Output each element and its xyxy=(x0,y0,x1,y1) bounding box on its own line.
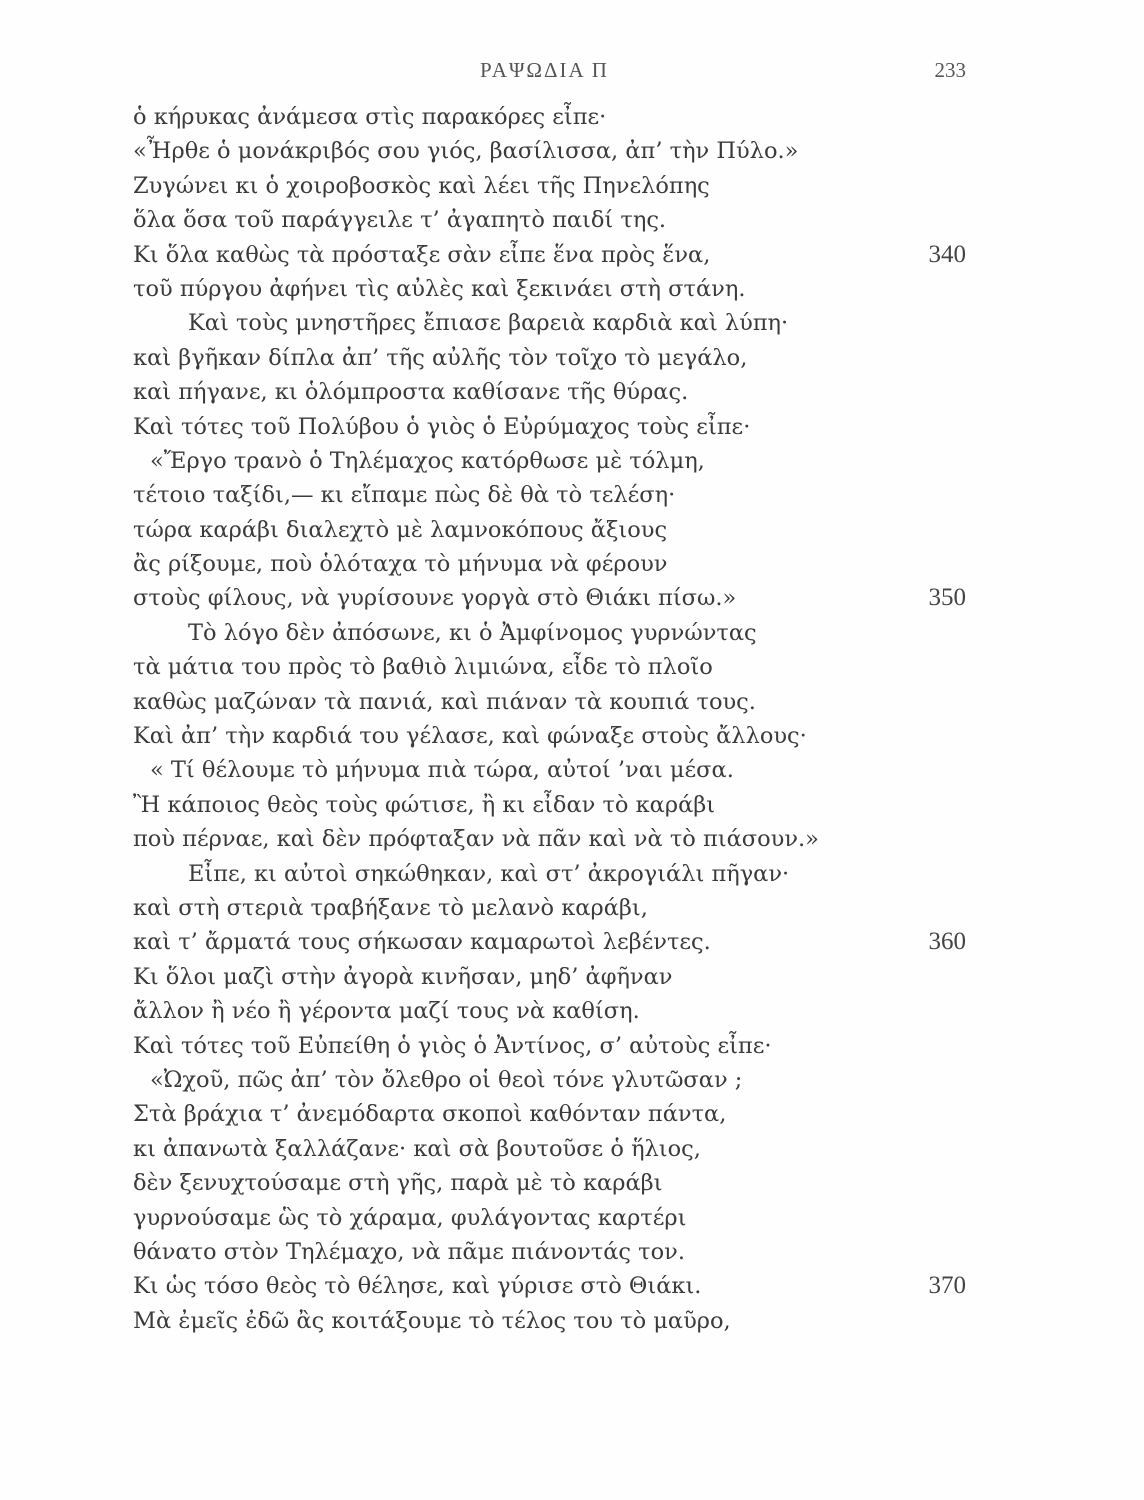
verse-line xyxy=(0,238,1144,272)
verse-text: Κι ὅλα καθὼς τὰ πρόσταξε σὰν εἶπε ἕνα πρὸς ἕνα, xyxy=(133,241,711,268)
verse-text: Καὶ τοὺς μνηστῆρες ἔπιασε βαρειὰ καρδιὰ καὶ λύπη· xyxy=(188,310,789,337)
verse-line xyxy=(0,822,1144,856)
verse-text: καθὼς μαζώναν τὰ πανιά, καὶ πιάναν τὰ κουπιά τους. xyxy=(133,688,756,715)
verse-line xyxy=(0,341,1144,375)
running-title: ΡΑΨΩΔΙΑ Π xyxy=(480,58,609,82)
verse-text: ὅλα ὅσα τοῦ παράγγειλε τ’ ἀγαπητὸ παιδί της. xyxy=(133,207,667,234)
verse-line xyxy=(0,925,1144,959)
verse-line xyxy=(0,1235,1144,1269)
verse-text: « Τί θέλουμε τὸ μήνυμα πιὰ τώρα, αὐτοί ’ναι μέσα. xyxy=(150,757,734,784)
verse-text: τέτοιο ταξίδι,— κι εἴπαμε πὼς δὲ θὰ τὸ τελέση· xyxy=(133,482,676,509)
verse-text: Καὶ τότες τοῦ Πολύβου ὁ γιὸς ὁ Εὐρύμαχος τοὺς εἶπε· xyxy=(133,413,751,440)
verse-text: Μὰ ἐμεῖς ἐδῶ ἂς κοιτάξουμε τὸ τέλος του τὸ μαῦρο, xyxy=(133,1307,731,1334)
verse-line xyxy=(0,1269,1144,1303)
verse-text: καὶ τ’ ἄρματά τους σήκωσαν καμαρωτοὶ λεβέντες. xyxy=(133,929,711,956)
verse-line xyxy=(0,650,1144,684)
verse-line xyxy=(0,685,1144,719)
verse-line xyxy=(0,788,1144,822)
line-number: 370 xyxy=(928,1272,966,1300)
verse-text: τὰ μάτια του πρὸς τὸ βαθιὸ λιμιώνα, εἶδε τὸ πλοῖο xyxy=(133,654,713,681)
verse-text: κι ἀπανωτὰ ξαλλάζανε· καὶ σὰ βουτοῦσε ὁ ἥλιος, xyxy=(133,1135,701,1162)
verse-line xyxy=(0,444,1144,478)
verse-text: γυρνούσαμε ὣς τὸ χάραμα, φυλάγοντας καρτέρι xyxy=(133,1204,687,1231)
verse-line xyxy=(0,994,1144,1028)
verse-line xyxy=(0,581,1144,615)
verse-line xyxy=(0,375,1144,409)
verse-text: Ἢ κάποιος θεὸς τοὺς φώτισε, ἢ κι εἶδαν τὸ καράβι xyxy=(133,791,716,818)
verse-text: Στὰ βράχια τ’ ἀνεμόδαρτα σκοποὶ καθόνταν πάντα, xyxy=(133,1101,727,1128)
running-head xyxy=(0,58,1144,88)
verse-text: ἄλλον ἢ νέο ἢ γέροντα μαζί τους νὰ καθίση. xyxy=(133,998,640,1025)
verse-line xyxy=(0,1166,1144,1200)
verse-line xyxy=(0,719,1144,753)
verse-line xyxy=(0,134,1144,168)
verse-line xyxy=(0,753,1144,787)
verse-line xyxy=(0,1132,1144,1166)
verse-text: «Ὠχοῦ, πῶς ἀπ’ τὸν ὄλεθρο οἱ θεοὶ τόνε γλυτῶσαν ; xyxy=(150,1066,743,1093)
verse-text: καὶ βγῆκαν δίπλα ἀπ’ τῆς αὐλῆς τὸν τοῖχο τὸ μεγάλο, xyxy=(133,344,748,371)
verse-text: Καὶ τότες τοῦ Εὐπείθη ὁ γιὸς ὁ Ἀντίνος, σ’ αὐτοὺς εἶπε· xyxy=(133,1032,772,1059)
verse-text: στοὺς φίλους, νὰ γυρίσουνε γοργὰ στὸ Θιάκι πίσω.» xyxy=(133,585,737,612)
verse-text: Ζυγώνει κι ὁ χοιροβοσκὸς καὶ λέει τῆς Πηνελόπης xyxy=(133,172,710,199)
verse-line xyxy=(0,203,1144,237)
verse-line xyxy=(0,891,1144,925)
verse-text: Καὶ ἀπ’ τὴν καρδιά του γέλασε, καὶ φώναξε στοὺς ἄλλους· xyxy=(133,723,807,750)
verse-line xyxy=(0,410,1144,444)
verse-line xyxy=(0,1201,1144,1235)
verse-line xyxy=(0,272,1144,306)
verse-text: Εἶπε, κι αὐτοὶ σηκώθηκαν, καὶ στ’ ἀκρογιάλι πῆγαν· xyxy=(188,860,790,887)
verse-text: θάνατο στὸν Τηλέμαχο, νὰ πᾶμε πιάνοντάς τον. xyxy=(133,1238,686,1265)
verse-text: καὶ στὴ στεριὰ τραβήξανε τὸ μελανὸ καράβι, xyxy=(133,894,648,921)
verse-text: τοῦ πύργου ἀφήνει τὶς αὐλὲς καὶ ξεκινάει στὴ στάνη. xyxy=(133,275,746,302)
verse-block xyxy=(0,100,1144,1338)
page-number: 233 xyxy=(934,58,966,82)
verse-text: καὶ πήγανε, κι ὁλόμπροστα καθίσανε τῆς θύρας. xyxy=(133,379,689,406)
verse-line xyxy=(0,1304,1144,1338)
verse-text: ἂς ρίξουμε, ποὺ ὁλόταχα τὸ μήνυμα νὰ φέρουν xyxy=(133,551,668,578)
verse-line xyxy=(0,547,1144,581)
verse-text: Κι ὡς τόσο θεὸς τὸ θέλησε, καὶ γύρισε στὸ Θιάκι. xyxy=(133,1273,702,1300)
verse-text: «Ἔργο τρανὸ ὁ Τηλέμαχος κατόρθωσε μὲ τόλμη, xyxy=(150,447,705,474)
verse-text: ποὺ πέρναε, καὶ δὲν πρόφταξαν νὰ πᾶν καὶ νὰ τὸ πιάσουν.» xyxy=(133,826,819,853)
line-number: 340 xyxy=(928,240,966,268)
verse-line xyxy=(0,1063,1144,1097)
verse-line xyxy=(0,478,1144,512)
verse-line xyxy=(0,960,1144,994)
verse-line xyxy=(0,306,1144,340)
verse-line xyxy=(0,513,1144,547)
verse-line xyxy=(0,100,1144,134)
verse-text: τώρα καράβι διαλεχτὸ μὲ λαμνοκόπους ἄξιους xyxy=(133,516,668,543)
line-number: 350 xyxy=(928,584,966,612)
verse-text: Τὸ λόγο δὲν ἀπόσωνε, κι ὁ Ἀμφίνομος γυρνώντας xyxy=(188,619,757,646)
verse-line xyxy=(0,857,1144,891)
verse-line xyxy=(0,169,1144,203)
verse-line xyxy=(0,1097,1144,1131)
verse-text: ὁ κήρυκας ἀνάμεσα στὶς παρακόρες εἶπε· xyxy=(133,104,607,130)
verse-text: Κι ὅλοι μαζὶ στὴν ἀγορὰ κινῆσαν, μηδ’ ἀφῆναν xyxy=(133,963,673,990)
verse-text: δὲν ξενυχτούσαμε στὴ γῆς, παρὰ μὲ τὸ καράβι xyxy=(133,1170,663,1197)
line-number: 360 xyxy=(928,928,966,956)
verse-line xyxy=(0,1029,1144,1063)
verse-line xyxy=(0,616,1144,650)
verse-text: «Ἦρθε ὁ μονάκριβός σου γιός, βασίλισσα, ἀπ’ τὴν Πύλο.» xyxy=(133,138,799,165)
